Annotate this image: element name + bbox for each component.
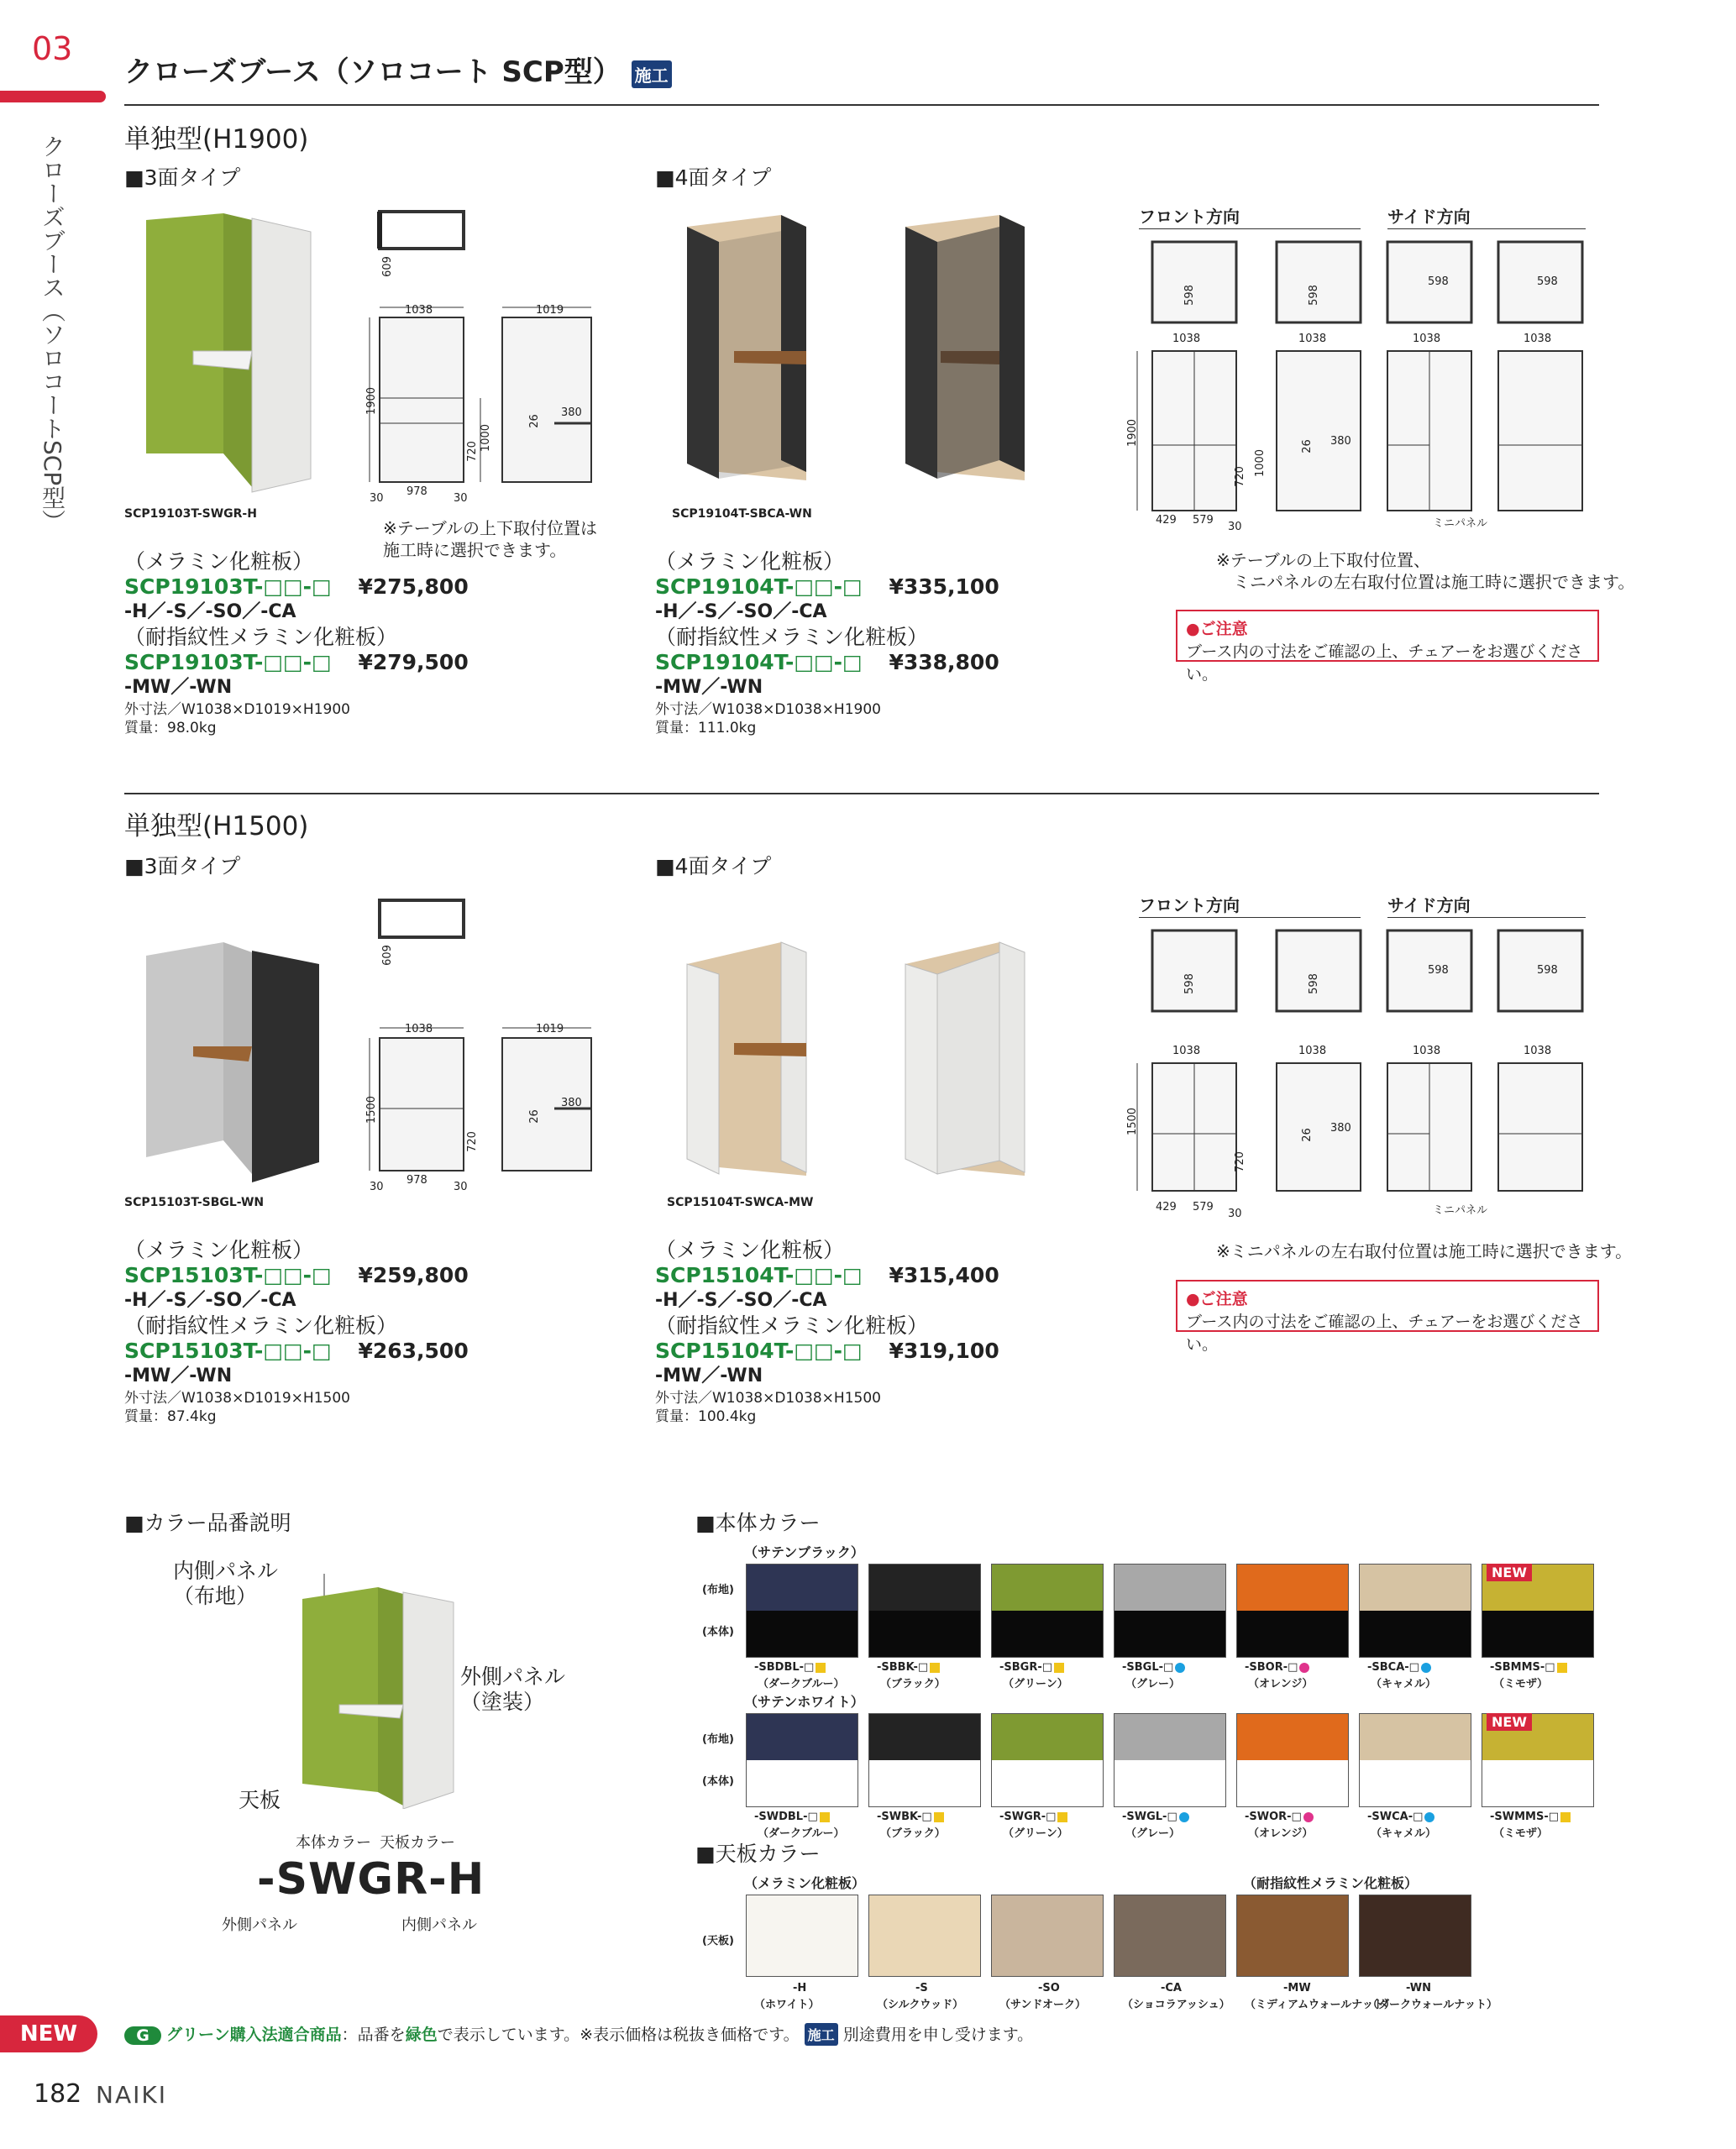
page-number: 182 [34,2079,82,2109]
plan-drawing-3panel-h1500 [361,897,605,1174]
opts1: -H／-S／-SO／-CA [124,1290,296,1311]
view-429: 429 [1156,514,1177,527]
body-swatch [992,1611,1103,1657]
model-name-image-3b: SCP15103T-SBGL-WN [124,1196,265,1209]
price1: ¥259,800 [358,1263,469,1287]
opts2: -MW／-WN [655,677,763,698]
fabric-swatch [747,1565,858,1611]
view-1038-1: 1038 [1172,333,1201,345]
caution-text: ブース内の寸法をご確認の上、チェアーをお選びください。 [1186,642,1583,684]
top-group1: （メラミン化粧板） [744,1875,866,1891]
price1: ¥315,400 [889,1263,999,1287]
side-label: クローズブース（ソロコートSCP型） [39,134,66,533]
dim-inner: 978 [406,485,427,498]
inner-panel-label: 内側パネル （布地） [173,1559,279,1608]
green-word: 緑色 [405,2026,438,2044]
price2: ¥319,100 [889,1339,999,1363]
dim-depth: 609 [378,256,391,277]
price1: ¥275,800 [358,574,469,599]
top-color-label: 天板カラー [380,1834,455,1852]
color-code: -SBDBL-□ [754,1661,826,1674]
booth-image-4panel-h1900 [680,212,1083,489]
code1: SCP15103T-□□-□ [124,1263,332,1287]
dim-t1: 720 [465,441,479,462]
view-1900: 1900 [1126,418,1140,448]
body-swatch [869,1760,980,1806]
fabric-swatch [1360,1714,1471,1760]
view-front-rule [1139,228,1361,229]
top-color-swatch [1114,1895,1226,1977]
view-note-b: ※ミニパネルの左右取付位置は施工時に選択できます。 [1216,1241,1633,1261]
body-color-swatch [746,1564,858,1658]
dim-inner-b: 978 [406,1174,427,1187]
green-mark-icon: G [124,2026,161,2045]
finish-mark-icon [816,1663,826,1673]
view-1500: 1500 [1126,1107,1140,1136]
row-body-1: (本体) [702,1626,734,1638]
page-title [124,49,672,90]
top-color-swatch [868,1895,981,1977]
inner-label-small: 内側パネル [401,1916,477,1934]
color-name: （グリーン） [1003,1827,1068,1840]
view-720b: 720 [1233,1151,1246,1172]
top-color-swatch [746,1895,858,1977]
weight: 質量：87.4kg [124,1408,217,1425]
color-code: -SWBK-□ [877,1811,944,1823]
view-1038-3: 1038 [1413,333,1441,345]
view-side-rule [1387,228,1586,229]
view-1038-3b: 1038 [1413,1045,1441,1057]
work-badge-footer: 施工 [805,2023,838,2046]
body-swatch [1115,1611,1225,1657]
finish-mark-icon [1175,1663,1185,1673]
finish-mark-icon [1057,1812,1067,1822]
dim-height: 1900 [365,386,379,416]
green-text: グリーン購入法適合商品 [166,2026,342,2044]
price2: ¥263,500 [358,1339,469,1363]
color-name: （キャメル） [1371,1827,1437,1840]
new-badge-1: NEW [1487,1564,1532,1581]
dim-t3: 26 [527,414,541,428]
color-code: -SWGL-□ [1122,1811,1189,1823]
footer-new-badge: NEW [0,2015,97,2052]
spec1-label: （メラミン化粧板） [124,1238,314,1262]
view-380b: 380 [1330,1122,1351,1135]
spec1-label: （メラミン化粧板） [124,549,314,574]
section-heading-h1500: 単独型(H1500) [124,811,309,841]
body-color-swatch [1114,1713,1226,1807]
caution-text-b: ブース内の寸法をご確認の上、チェアーをお選びください。 [1186,1313,1583,1354]
fabric-swatch [1115,1565,1225,1611]
model-name-image-4b: SCP15104T-SWCA-MW [667,1196,814,1209]
caution-box-1 [1176,610,1599,684]
spec-block-3-h1900 [124,549,469,737]
color-code: -SWDBL-□ [754,1811,830,1823]
top-color-name: （ミディアムウォールナット） [1245,1999,1396,2011]
spec2-label: （耐指紋性メラミン化粧板） [124,1313,398,1338]
opts1: -H／-S／-SO／-CA [124,601,296,622]
view-598-3: 598 [1428,275,1449,288]
body-group1: （サテンブラック） [744,1544,864,1560]
finish-mark-icon [1054,1663,1064,1673]
color-name: （ブラック） [880,1678,946,1690]
size: 外寸法／W1038×D1038×H1900 [655,701,881,718]
booth-image-4panel-h1500 [680,937,1083,1186]
color-code: -SBMMS-□ [1490,1661,1567,1674]
color-name: （ブラック） [880,1827,946,1840]
section-rule-2 [124,793,1599,794]
body-swatch [1482,1611,1593,1657]
view-598-4: 598 [1537,275,1558,288]
opts1: -H／-S／-SO／-CA [655,1290,827,1311]
opts2: -MW／-WN [124,1365,233,1386]
top-color-code: -MW [1283,1982,1311,1994]
color-name: （キャメル） [1371,1678,1437,1690]
table-note: ※テーブルの上下取付位置は 施工時に選択できます。 [383,518,597,560]
opts2: -MW／-WN [655,1365,763,1386]
type-label-4: ■4面タイプ [655,165,772,190]
code2: SCP15103T-□□-□ [124,1339,332,1363]
top-color-code: -CA [1161,1982,1182,1994]
view-mini: ミニパネル [1433,517,1488,530]
outer-panel-label: 外側パネル （塗装） [460,1664,566,1714]
green-desc2: で表示しています。※表示価格は税抜き価格です。 [437,2026,800,2044]
view-front-label: フロント方向 [1139,207,1240,227]
color-name: （ダークブルー） [758,1678,845,1690]
body-color-swatch [991,1564,1104,1658]
view-26: 26 [1300,439,1314,453]
view-1000: 1000 [1254,448,1267,478]
dim-d-b: 1019 [536,1023,564,1035]
spec1-label: （メラミン化粧板） [655,549,845,574]
top-panel-label: 天板 [239,1788,281,1812]
body-color-swatch [1359,1713,1471,1807]
finish-mark-icon [1557,1663,1567,1673]
spec2-label: （耐指紋性メラミン化粧板） [655,1313,929,1338]
body-color-swatch [1359,1564,1471,1658]
view-598-1b: 598 [1183,973,1196,994]
body-color-swatch [868,1713,981,1807]
dim-t3-b: 26 [527,1109,541,1124]
opts1: -H／-S／-SO／-CA [655,601,827,622]
dim-t4-b: 380 [561,1097,582,1109]
view-mini-b: ミニパネル [1433,1204,1488,1217]
color-code: -SWCA-□ [1367,1811,1434,1823]
view-1038-2b: 1038 [1298,1045,1327,1057]
dim-t4: 380 [561,406,582,419]
work-desc: 別途費用を申し受けます。 [842,2026,1034,2044]
dim-side-r-b: 30 [454,1181,468,1193]
row-fabric-2: (布地) [702,1733,734,1746]
weight: 質量：100.4kg [655,1408,757,1425]
row-fabric-1: (布地) [702,1584,734,1596]
view-598-3b: 598 [1428,964,1449,977]
dim-depth-b: 609 [378,945,391,966]
top-colors-heading: ■天板カラー [695,1842,821,1866]
top-color-code: -S [915,1982,928,1994]
dim-side-l-b: 30 [370,1181,384,1193]
body-swatch [869,1611,980,1657]
dim-width: 1038 [405,304,433,317]
caution-box-2 [1176,1280,1599,1354]
weight: 質量：98.0kg [124,720,217,736]
color-explain-heading: ■カラー品番説明 [124,1511,291,1535]
body-color-swatch [1114,1564,1226,1658]
type-label-3b: ■3面タイプ [124,854,241,878]
fabric-swatch [1237,1714,1348,1760]
view-429b: 429 [1156,1201,1177,1213]
model-name-image-4: SCP19104T-SBCA-WN [672,507,812,521]
body-swatch [1237,1611,1348,1657]
dim-height-b: 1500 [365,1095,379,1124]
top-color-code: -H [793,1982,807,1994]
color-code-example: -SWGR-H [257,1854,485,1905]
green-desc: ：品番を [341,2026,406,2044]
body-swatch [747,1760,858,1806]
finish-mark-icon [1560,1812,1571,1822]
spec-block-3-h1500 [124,1238,469,1426]
dim-side-l: 30 [370,492,384,505]
color-name: （ダークブルー） [758,1827,845,1840]
top-color-name: （サンドオーク） [999,1999,1086,2011]
page-title-text: クローズブース（ソロコート SCP型） [124,55,621,89]
section-heading-h1900: 単独型(H1900) [124,124,309,155]
body-group2: （サテンホワイト） [744,1694,864,1710]
color-name: （オレンジ） [1248,1678,1314,1690]
body-swatch [1237,1760,1348,1806]
color-name: （ミモザ） [1493,1827,1549,1840]
color-code: -SBGR-□ [999,1661,1064,1674]
top-group2: （耐指紋性メラミン化粧板） [1243,1875,1419,1891]
price1: ¥335,100 [889,574,999,599]
view-30b: 30 [1228,1208,1242,1220]
view-579: 579 [1193,514,1214,527]
finish-mark-icon [1179,1812,1189,1822]
color-name: （グレー） [1125,1827,1181,1840]
body-swatch [747,1611,858,1657]
top-color-swatch [1236,1895,1349,1977]
color-name: （グレー） [1125,1678,1181,1690]
finish-mark-icon [820,1812,830,1822]
chapter-number: 03 [32,30,73,67]
fabric-swatch [869,1714,980,1760]
top-row: (天板) [702,1935,734,1947]
body-color-swatch [868,1564,981,1658]
view-598-2b: 598 [1307,973,1320,994]
color-name: （ミモザ） [1493,1678,1549,1690]
code1: SCP19104T-□□-□ [655,574,863,599]
view-598-2: 598 [1307,285,1320,306]
type-label-3: ■3面タイプ [124,165,241,190]
finish-mark-icon [1303,1812,1314,1822]
body-swatch [1360,1760,1471,1806]
fabric-swatch [1237,1565,1348,1611]
booth-image-3panel-h1900 [143,210,328,495]
finish-mark-icon [1421,1663,1431,1673]
code2: SCP19103T-□□-□ [124,650,332,674]
chapter-bar [0,91,106,102]
booth-image-3panel-h1500 [143,939,336,1191]
body-swatch [1360,1611,1471,1657]
fabric-swatch [1115,1714,1225,1760]
spec-block-4-h1900 [655,549,999,737]
color-name: （オレンジ） [1248,1827,1314,1840]
spec1-label: （メラミン化粧板） [655,1238,845,1262]
fabric-swatch [992,1714,1103,1760]
size: 外寸法／W1038×D1038×H1500 [655,1390,881,1407]
color-code: -SBCA-□ [1367,1661,1431,1674]
view-26b: 26 [1300,1128,1314,1142]
opts2: -MW／-WN [124,677,233,698]
dim-width-b: 1038 [405,1023,433,1035]
price2: ¥338,800 [889,650,999,674]
view-1038-4b: 1038 [1524,1045,1552,1057]
dim-side-r: 30 [454,492,468,505]
dim-t1-b: 720 [465,1131,479,1152]
spec2-label: （耐指紋性メラミン化粧板） [655,625,929,649]
body-colors-heading: ■本体カラー [695,1511,821,1535]
view-drawings-h1900 [1125,235,1596,529]
code1: SCP19103T-□□-□ [124,574,332,599]
body-swatch [1115,1760,1225,1806]
view-598-1: 598 [1183,285,1196,306]
code2: SCP19104T-□□-□ [655,650,863,674]
view-1038-4: 1038 [1524,333,1552,345]
view-side-rule-b [1387,917,1586,918]
view-720: 720 [1233,466,1246,487]
outer-label-small: 外側パネル [222,1916,297,1934]
color-code: -SWGR-□ [999,1811,1067,1823]
top-color-code: -WN [1406,1982,1432,1994]
color-code: -SWOR-□ [1245,1811,1314,1823]
fabric-swatch [747,1714,858,1760]
body-color-swatch [746,1713,858,1807]
code2: SCP15104T-□□-□ [655,1339,863,1363]
body-color-label: 本体カラー [296,1834,371,1852]
view-598-4b: 598 [1537,964,1558,977]
row-body-2: (本体) [702,1775,734,1788]
fabric-swatch [869,1565,980,1611]
new-badge-2: NEW [1487,1713,1532,1731]
caution-head: ●ご注意 [1186,620,1248,638]
finish-mark-icon [1299,1663,1309,1673]
dim-d: 1019 [536,304,564,317]
model-name-image: SCP19103T-SWGR-H [124,507,257,521]
body-color-swatch [991,1713,1104,1807]
footer-text [124,2022,1033,2046]
body-swatch [992,1760,1103,1806]
size: 外寸法／W1038×D1019×H1900 [124,701,350,718]
view-side-label-b: サイド方向 [1387,895,1471,915]
view-drawings-h1500 [1125,924,1596,1209]
color-code: -SBOR-□ [1245,1661,1309,1674]
top-color-swatch [991,1895,1104,1977]
size: 外寸法／W1038×D1019×H1500 [124,1390,350,1407]
top-color-name: （ホワイト） [754,1999,820,2011]
top-color-code: -SO [1038,1982,1060,1994]
view-380: 380 [1330,435,1351,448]
finish-mark-icon [934,1812,944,1822]
spec2-label: （耐指紋性メラミン化粧板） [124,625,398,649]
view-1038-1b: 1038 [1172,1045,1201,1057]
work-badge: 施工 [632,60,672,88]
top-color-name: （ショコラアッシュ） [1122,1999,1230,2011]
top-color-name: （ダークウォールナット） [1367,1999,1497,2011]
view-side-label: サイド方向 [1387,207,1471,227]
top-color-name: （シルクウッド） [877,1999,964,2011]
color-code: -SBBK-□ [877,1661,940,1674]
header-rule [124,104,1599,106]
weight: 質量：111.0kg [655,720,757,736]
price2: ¥279,500 [358,650,469,674]
body-swatch [1482,1760,1593,1806]
brand-name: NAIKI [96,2081,167,2109]
code1: SCP15104T-□□-□ [655,1263,863,1287]
view-30: 30 [1228,521,1242,533]
color-name: （グリーン） [1003,1678,1068,1690]
caution-head-b: ●ご注意 [1186,1290,1248,1308]
color-code: -SWMMS-□ [1490,1811,1571,1823]
top-color-swatch [1359,1895,1471,1977]
body-color-swatch [1236,1564,1349,1658]
view-579b: 579 [1193,1201,1214,1213]
view-front-label-b: フロント方向 [1139,895,1240,915]
finish-mark-icon [1424,1812,1434,1822]
color-explain-booth [277,1565,462,1809]
view-1038-2: 1038 [1298,333,1327,345]
dim-t2: 1000 [480,423,493,453]
fabric-swatch [992,1565,1103,1611]
body-color-swatch [1236,1713,1349,1807]
spec-block-4-h1500 [655,1238,999,1426]
view-note: ※テーブルの上下取付位置、 ミニパネルの左右取付位置は施工時に選択できます。 [1216,550,1635,592]
color-code: -SBGL-□ [1122,1661,1185,1674]
view-front-rule-b [1139,917,1361,918]
fabric-swatch [1360,1565,1471,1611]
type-label-4b: ■4面タイプ [655,854,772,878]
finish-mark-icon [930,1663,940,1673]
